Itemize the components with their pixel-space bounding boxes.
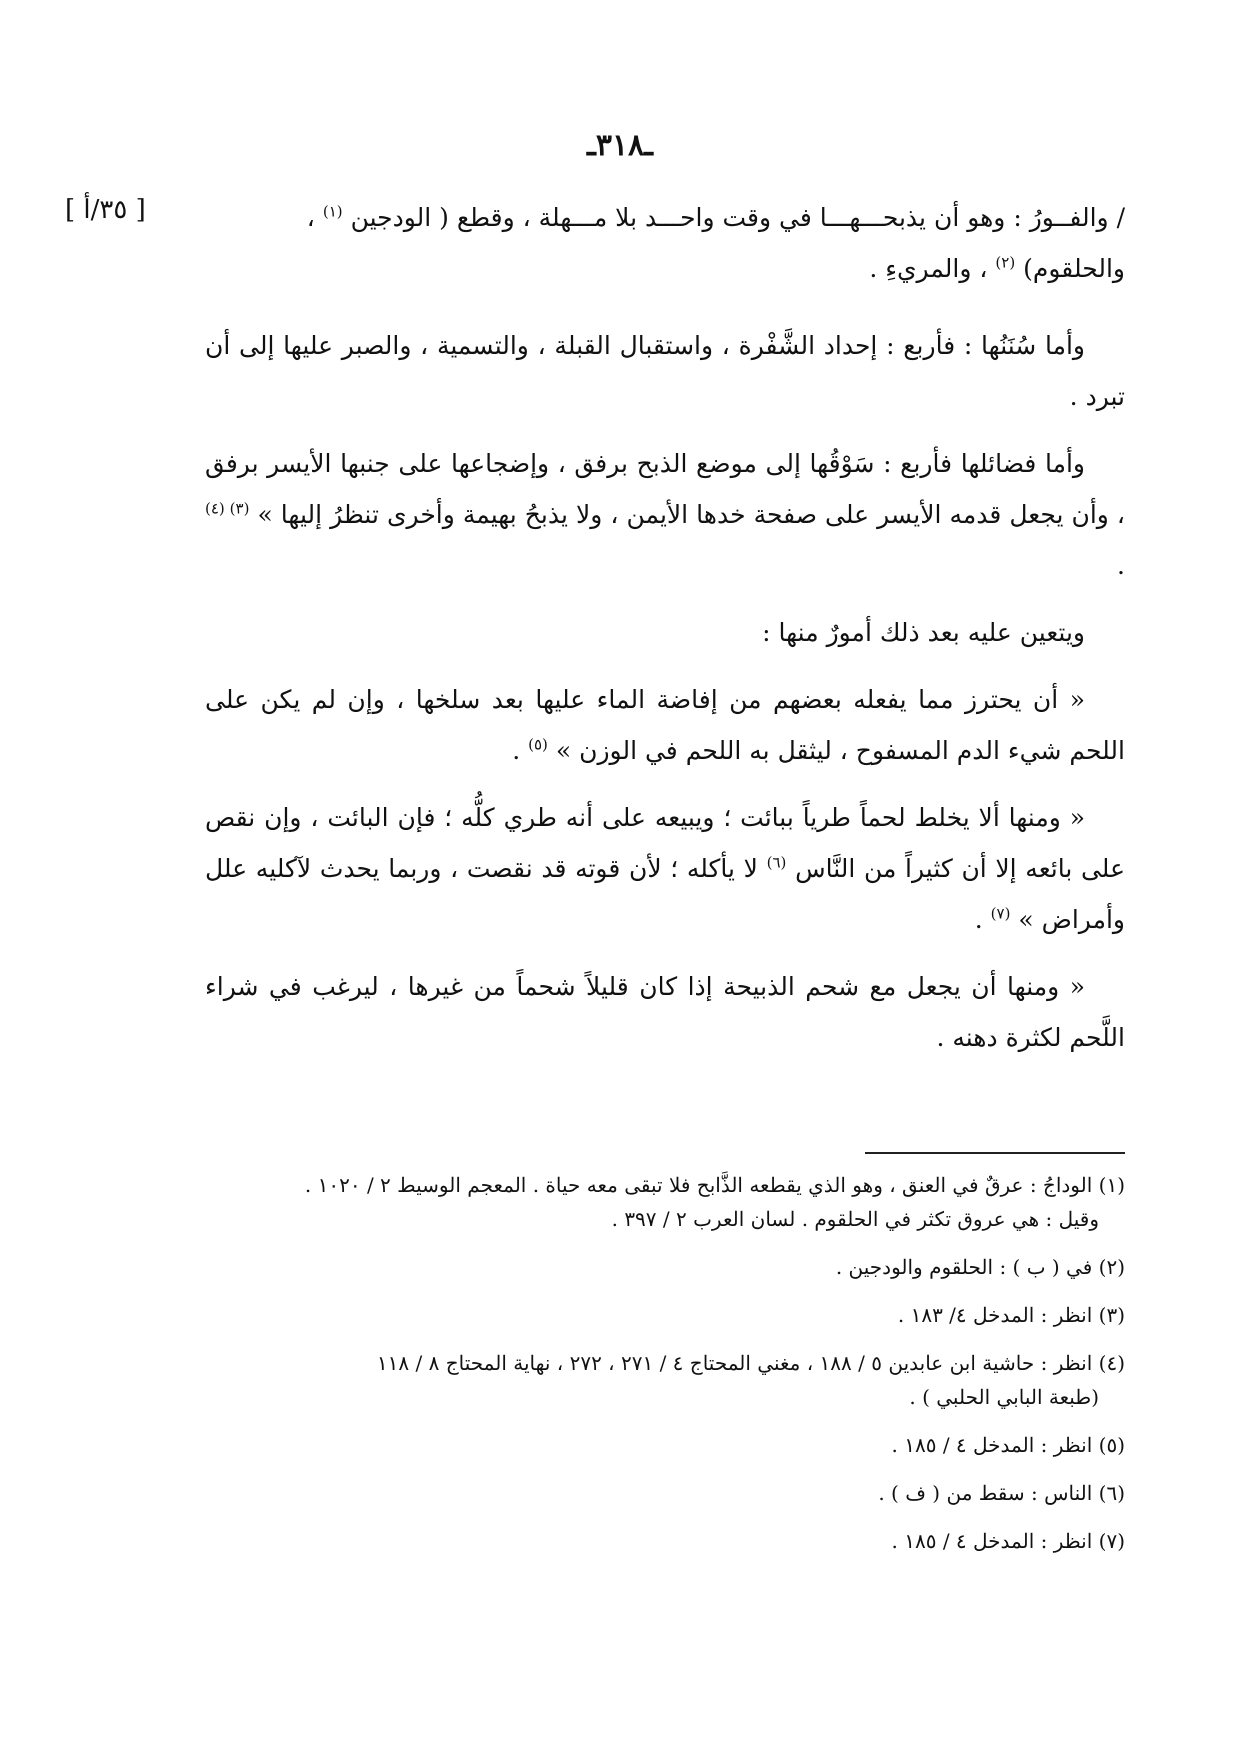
- footnote-4: [200, 1346, 1125, 1414]
- footnote-5: [200, 1428, 1125, 1462]
- folio-marker: [ ٣٥/أ ]: [65, 195, 146, 225]
- footnote-ref-3-4[interactable]: (٣) (٤): [205, 499, 250, 518]
- footnotes: [200, 1168, 1125, 1572]
- footnote-ref-6[interactable]: (٦): [766, 853, 787, 872]
- footnote-divider: [865, 1152, 1125, 1154]
- p6-end: .: [974, 905, 983, 934]
- footnote-ref-5[interactable]: (٥): [528, 735, 548, 754]
- paragraph-3: [205, 438, 1125, 591]
- footnote-2-text: (٢) في ( ب ) : الحلقوم والودجين .: [835, 1255, 1125, 1279]
- footnote-3: [200, 1298, 1125, 1332]
- p7-text: « ومنها أن يجعل مع شحم الذبيحة إذا كان قليلاً شحماً من غيرها ، ليرغب في شراء اللَّحم لكثرة دهنه .: [205, 972, 1125, 1052]
- footnote-7-text: (٧) انظر : المدخل ٤ / ١٨٥ .: [891, 1529, 1125, 1553]
- footnote-6-text: (٦) الناس : سقط من ( ف ) .: [878, 1481, 1125, 1505]
- footnote-3-text: (٣) انظر : المدخل ٤/ ١٨٣ .: [897, 1303, 1125, 1327]
- paragraph-7: [205, 961, 1125, 1063]
- p3-text: وأما فضائلها فأربع : سَوْقُها إلى موضع الذبح برفق ، وإضجاعها على جنبها الأيسر برفق ، وأن يجعل قدمه الأيسر على صفحة خدها الأيمن ، ولا يذبحُ بهيمة وأخرى تنظرُ إليها »: [205, 449, 1125, 529]
- p2-text: وأما سُنَنُها : فأربع : إحداد الشَّفْرة ، واستقبال القبلة ، والتسمية ، والصبر عليها إلى أن تبرد .: [205, 331, 1125, 411]
- p1-line2: والحلقوم): [1023, 254, 1125, 283]
- p6-text-a: « ومنها ألا يخلط لحماً طرياً ببائت ؛ ويبيعه على أنه طري كلُّه ؛ فإن البائت ، وإن نقص على بائعه إلا أن كثيراً من النَّاس: [205, 803, 1125, 883]
- paragraph-6: [205, 792, 1125, 945]
- footnote-1: [200, 1168, 1125, 1236]
- footnote-2: [200, 1250, 1125, 1284]
- p1-line2-end: ، والمريءِ .: [869, 254, 988, 283]
- footnote-1-line1: (١) الوداجُ : عرقٌ في العنق ، وهو الذي يقطعه الذَّابح فلا تبقى معه حياة . المعجم الوسيط ٢ / ١٠٢٠ .: [304, 1173, 1125, 1197]
- paragraph-5: [205, 674, 1125, 776]
- page-number: ـ٣١٨ـ: [587, 128, 653, 163]
- p1-line1: / والفــورُ : وهو أن يذبحـــهـــا في وقت واحـــد بلا مـــهلة ، وقطع ( الودجين: [350, 203, 1125, 232]
- footnote-ref-2[interactable]: (٢): [995, 253, 1016, 272]
- footnote-7: [200, 1524, 1125, 1558]
- p3-end: .: [1117, 551, 1125, 580]
- p5-end: .: [512, 736, 521, 765]
- p5-text: « أن يحترز مما يفعله بعضهم من إفاضة الماء عليها بعد سلخها ، وإن لم يكن على اللحم شيء الدم المسفوح ، ليثقل به اللحم في الوزن »: [205, 685, 1125, 765]
- footnote-4-line2: (طبعة البابي الحلبي ) .: [909, 1385, 1099, 1409]
- footnote-1-line2: وقيل : هي عروق تكثر في الحلقوم . لسان العرب ٢ / ٣٩٧ .: [611, 1207, 1099, 1231]
- footnote-4-line1: (٤) انظر : حاشية ابن عابدين ٥ / ١٨٨ ، مغني المحتاج ٤ / ٢٧١ ، ٢٧٢ ، نهاية المحتاج ٨ / ١١٨: [376, 1351, 1125, 1375]
- paragraph-4: [205, 607, 1125, 658]
- p6-text-b: لا يأكله ؛ لأن قوته قد نقصت ، وربما يحدث لآكليه علل وأمراض »: [205, 854, 1125, 934]
- paragraph-2: [205, 320, 1125, 422]
- paragraph-1: [205, 192, 1125, 294]
- main-text: [205, 192, 1125, 1079]
- footnote-5-text: (٥) انظر : المدخل ٤ / ١٨٥ .: [891, 1433, 1125, 1457]
- footnote-ref-7[interactable]: (٧): [990, 904, 1011, 923]
- p4-text: ويتعين عليه بعد ذلك أمورٌ منها :: [762, 618, 1085, 647]
- footnote-6: [200, 1476, 1125, 1510]
- p1-line1-end: ،: [306, 203, 315, 232]
- footnote-ref-1[interactable]: (١): [322, 202, 343, 221]
